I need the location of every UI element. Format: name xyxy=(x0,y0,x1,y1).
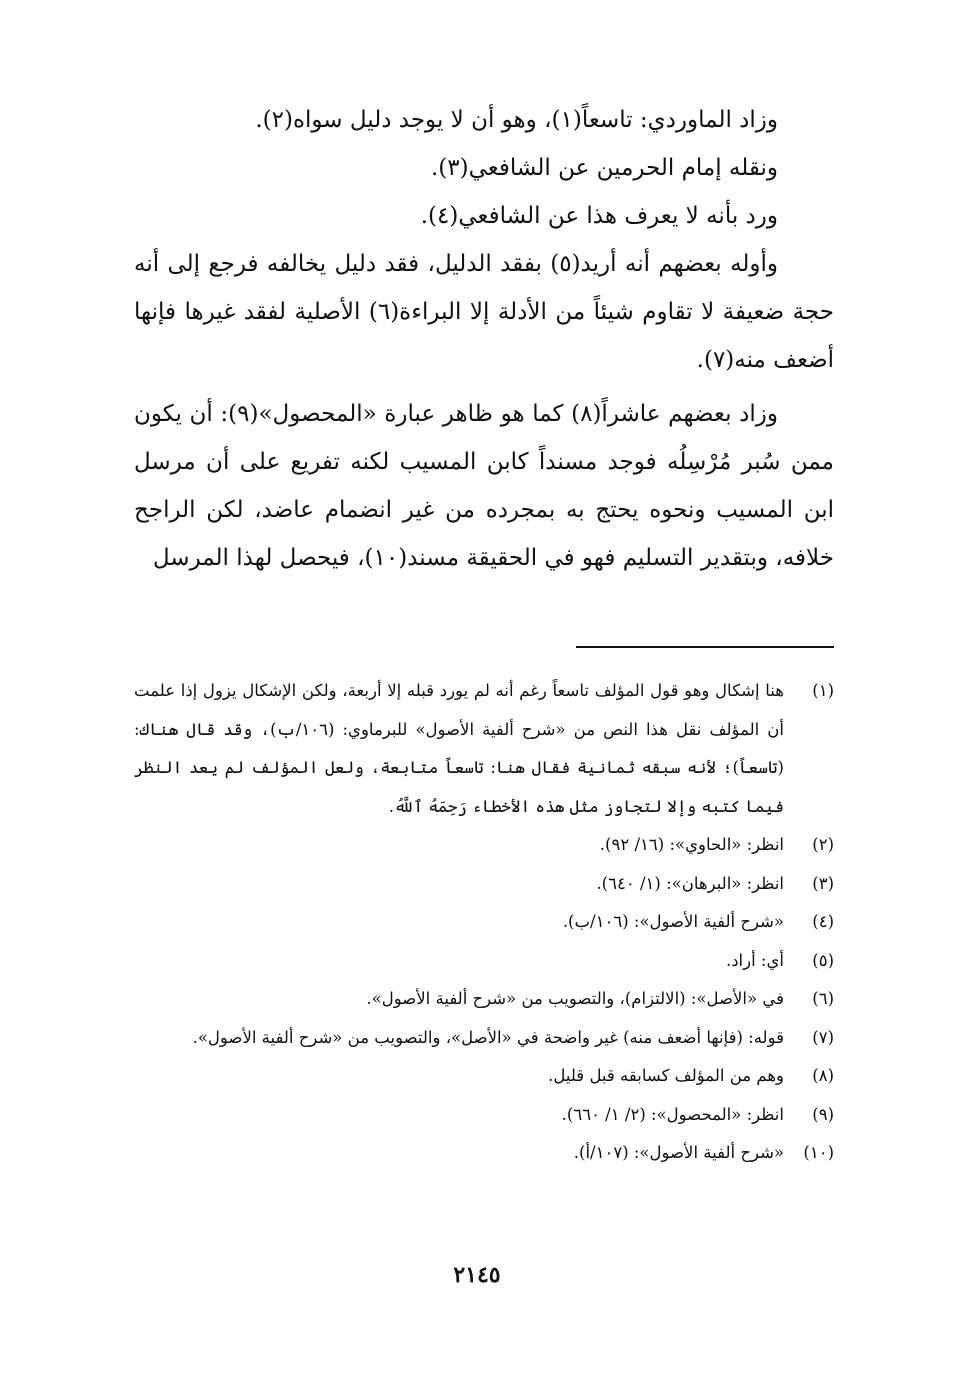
paragraph-1: وزاد الماوردي: تاسعاً(١)، وهو أن لا يوجد دليل سواه(٢). xyxy=(255,107,778,133)
footnote-5 xyxy=(134,942,834,981)
footnote-number: (٢) xyxy=(812,835,834,854)
footnote-3 xyxy=(134,865,834,904)
footnote-number: (٤) xyxy=(812,912,834,931)
footnote-text: قوله: (فإنها أضعف منه) غير واضحة في «الأصل»، والتصويب من «شرح ألفية الأصول». xyxy=(192,1027,784,1047)
footnote-2 xyxy=(134,826,834,865)
footnote-separator xyxy=(576,646,834,648)
footnote-number: (٦) xyxy=(812,989,834,1008)
footnote-number: (٧) xyxy=(812,1027,834,1047)
paragraph-2: ونقله إمام الحرمين عن الشافعي(٣). xyxy=(430,155,778,181)
footnote-1 xyxy=(134,672,834,826)
footnote-number: (٥) xyxy=(812,950,834,970)
footnote-number: (٨) xyxy=(812,1066,834,1085)
footnote-text: «شرح ألفية الأصول»: (١٠٦/ب). xyxy=(562,912,784,931)
footnote-8 xyxy=(134,1057,834,1096)
paragraph-4: وأوله بعضهم أنه أريد(٥) بفقد الدليل، فقد دليل يخالفه فرجع إلى أنه حجة ضعيفة لا تقاوم شيئاً من الأدلة إلا البراءة(٦) الأصلية لفقد غيرها فإنها أضعف منه(٧). xyxy=(134,251,834,373)
footnote-text: انظر: «الحاوي»: (١٦/ ٩٢). xyxy=(599,835,784,854)
footnote-6 xyxy=(134,980,834,1019)
footnote-text: وهم من المؤلف كسابقه قبل قليل. xyxy=(548,1066,784,1085)
paragraph-3: ورد بأنه لا يعرف هذا عن الشافعي(٤). xyxy=(420,203,778,229)
paragraph-5: وزاد بعضهم عاشراً(٨) كما هو ظاهر عبارة «المحصول»(٩): أن يكون ممن سُبر مُرْسِلُه فوجد مسنداً كابن المسيب لكنه تفريع على أن مرسل ابن المسيب ونحوه يحتج به بمجرده من غير انضمام عاضد، لكن الراجح خلافه، وبتقدير التسليم فهو في الحقيقة مسند(١٠)، فيحصل لهذا المرسل xyxy=(134,401,834,571)
footnote-9 xyxy=(134,1096,834,1135)
footnote-4 xyxy=(134,903,834,942)
main-text xyxy=(134,96,834,582)
footnote-7 xyxy=(134,1019,834,1058)
footnote-number: (١٠) xyxy=(803,1143,834,1162)
footnote-number: (١) xyxy=(812,681,834,700)
footnote-number: (٩) xyxy=(812,1104,834,1124)
footnote-text: انظر: «البرهان»: (١/ ٦٤٠). xyxy=(596,873,784,893)
footnote-number: (٣) xyxy=(812,873,834,893)
footnote-10 xyxy=(134,1134,834,1173)
footnote-text: في «الأصل»: (الالتزام)، والتصويب من «شرح ألفية الأصول». xyxy=(366,989,784,1008)
footnote-text: هنا إشكال وهو قول المؤلف تاسعاً رغم أنه لم يورد قبله إلا أربعة، ولكن الإشكال يزول إذا علمت أن المؤلف نقل هذا النص من «شرح ألفية الأصول» للبرماوي: (١٠٦/ب)، وقد قال هناك: (تاسعاً)؛ لأنه سبقه ثمانية فقال هنا: تاسعاً متابعة، ولعل المؤلف لم يعد النظر فيما كتبه وإلا لتجاوز مثل هذه الأخطاء رَحِمَهُ ٱللَّهُ. xyxy=(134,681,784,816)
footnote-text: «شرح ألفية الأصول»: (١٠٧/أ). xyxy=(573,1143,784,1162)
footnote-text: أي: أراد. xyxy=(725,950,784,970)
footnote-text: انظر: «المحصول»: (٢/ ١/ ٦٦٠). xyxy=(561,1104,784,1124)
page-number: ٢١٤٥ xyxy=(453,1262,501,1288)
footnotes xyxy=(134,672,834,1173)
